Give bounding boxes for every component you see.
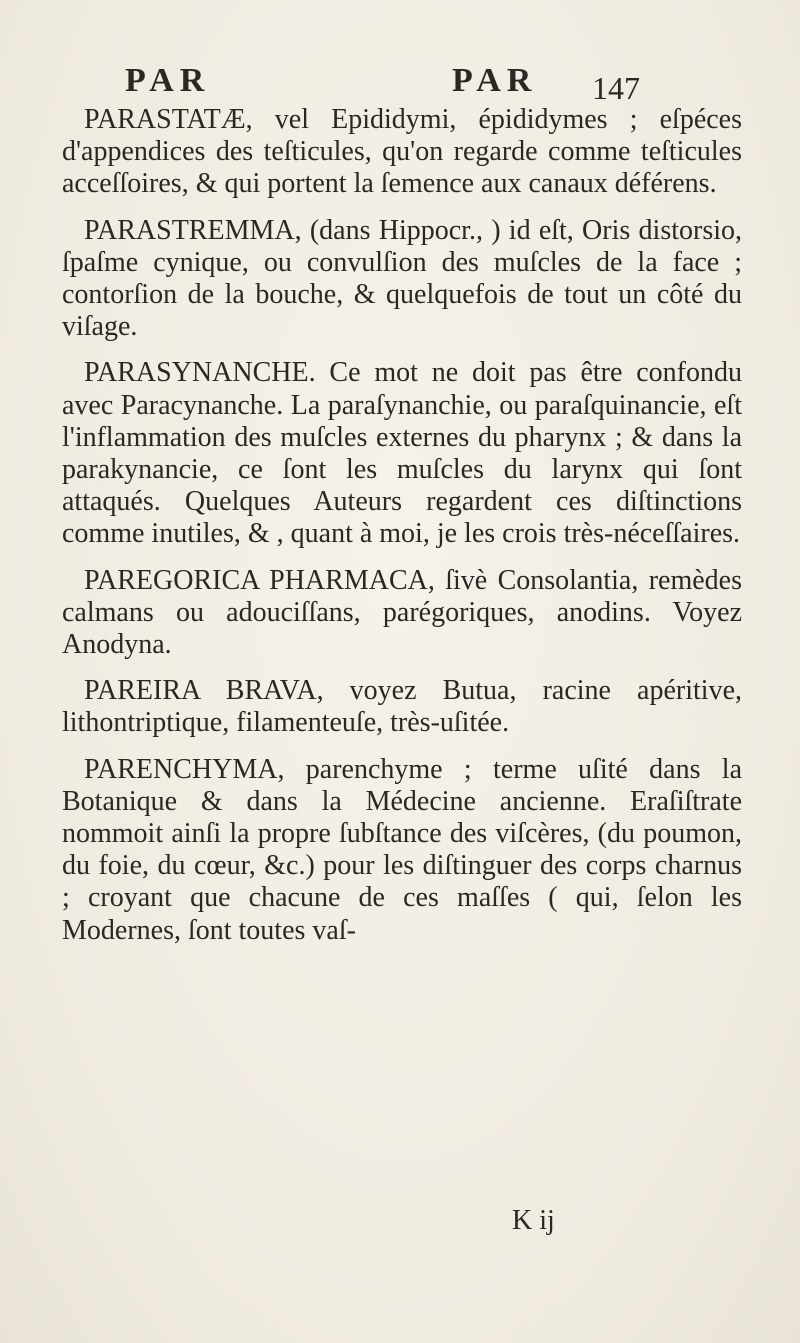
header-left-word: PAR (125, 62, 211, 99)
entry-pareira-brava: PAREIRA BRAVA, voyez Butua, racine apéritive, lithontriptique, filamenteuſe, très-uſitée. (62, 675, 742, 739)
entry-parastatae: PARASTATÆ, vel Epididymi, épididymes ; eſpéces d'appendices des teſticules, qu'on regarde comme teſticules acceſſoires, & qui portent la ſemence aux canaux déférens. (62, 104, 742, 200)
entry-parasynanche: PARASYNANCHE. Ce mot ne doit pas être confondu avec Paracynanche. La paraſynanchie, ou paraſquinancie, eſt l'inflammation des muſcles externes du pharynx ; & dans la parakynancie, ce ſont les muſcles du larynx qui ſont attaqués. Quelques Auteurs regardent ces diſtinctions comme inutiles, & , quant à moi, je les crois très-néceſſaires. (62, 357, 742, 550)
entry-parenchyma: PARENCHYMA, parenchyme ; terme uſité dans la Botanique & dans la Médecine ancienne. Eraſiſtrate nommoit ainſi la propre ſubſtance des viſcères, (du poumon, du foie, du cœur, &c.) pour les diſtinguer des corps charnus ; croyant que chacune de ces maſſes ( qui, ſelon les Modernes, ſont toutes vaſ- (62, 753, 742, 946)
signature-mark: K ij (512, 1205, 555, 1236)
dictionary-column (62, 104, 742, 961)
entry-parastremma: PARASTREMMA, (dans Hippocr., ) id eſt, Oris distorsio, ſpaſme cynique, ou convulſion des muſcles de la face ; contorſion de la bouche, & quelquefois de tout un côté du viſage. (62, 214, 742, 343)
running-header (0, 62, 800, 110)
header-right-word: PAR (452, 62, 538, 99)
page-number: 147 (592, 70, 640, 106)
entry-paregorica: PAREGORICA PHARMACA, ſivè Consolantia, remèdes calmans ou adouciſſans, parégoriques, anodins. Voyez Anodyna. (62, 564, 742, 661)
